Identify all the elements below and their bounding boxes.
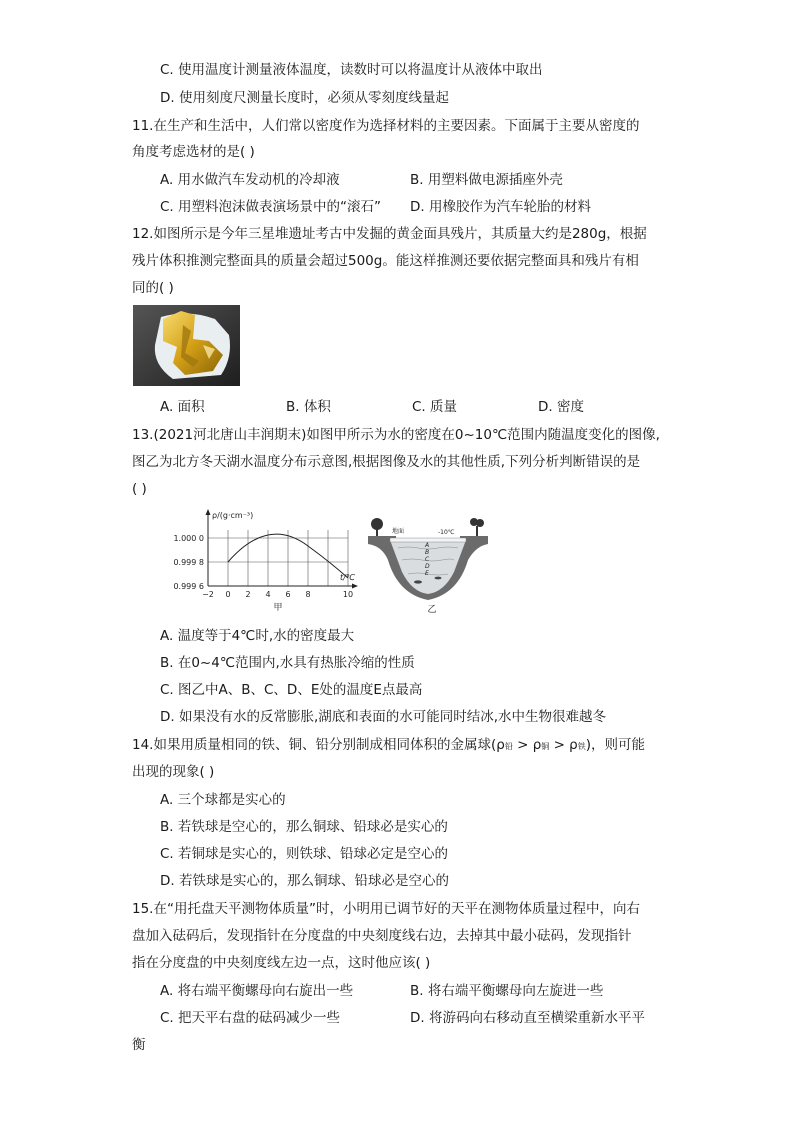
q13-option-b: B. 在0~4℃范围内,水具有热胀冷缩的性质 [160, 655, 415, 671]
point-c: C [425, 556, 430, 563]
point-d: D [425, 563, 430, 570]
density-temperature-graph [170, 506, 360, 616]
xtick-8: 8 [305, 590, 311, 599]
q15-option-c: C. 把天平右盘的砝码减少一些 [160, 1010, 341, 1026]
q12-stem-3: 同的( ) [132, 280, 174, 296]
q14-stem-2: 出现的现象( ) [132, 764, 215, 780]
q14-option-c: C. 若铜球是实心的，则铁球、铅球必定是空心的 [160, 846, 449, 862]
q14-stem-1: 14.如果用质量相同的铁、铜、铅分别制成相同体积的金属球(ρ铅 > ρ铜 > ρ铁)，则可能 [132, 737, 646, 753]
q12-option-d: D. 密度 [538, 399, 584, 415]
tree-right-icon [470, 518, 484, 536]
q14-option-d: D. 若铁球是实心的，那么铜球、铅球必是空心的 [160, 873, 449, 889]
q12-option-a: A. 面积 [160, 399, 205, 415]
q11-option-a: A. 用水做汽车发动机的冷却液 [160, 172, 340, 188]
xtick-10: 10 [342, 590, 354, 599]
xtick-4: 4 [265, 590, 271, 599]
diagram-caption: 乙 [427, 605, 437, 614]
q11-option-d: D. 用橡胶作为汽车轮胎的材料 [410, 199, 591, 215]
q13-stem-1: 13.(2021河北唐山丰润期末)如图甲所示为水的密度在0~10℃范围内随温度变化的图像, [132, 427, 660, 443]
q11-option-c: C. 用塑料泡沫做表演场景中的“滚石” [160, 199, 381, 215]
q14-option-a: A. 三个球都是实心的 [160, 792, 286, 808]
q15-option-b: B. 将右端平衡螺母向左旋进一些 [410, 983, 604, 999]
q14-option-b: B. 若铁球是空心的，那么铜球、铅球必是实心的 [160, 819, 448, 835]
q13-stem-2: 图乙为北方冬天湖水温度分布示意图,根据图像及水的其他性质,下列分析判断错误的是 [132, 454, 641, 470]
q10-option-d: D. 使用刻度尺测量长度时，必须从零刻度线量起 [160, 90, 449, 106]
q11-stem-1: 11.在生产和生活中，人们常以密度作为选择材料的主要因素。下面属于主要从密度的 [132, 118, 640, 134]
ytick-2: 0.999 8 [173, 558, 204, 567]
q15-option-d-2: 衡 [132, 1037, 146, 1053]
q15-option-d-1: D. 将游码向右移动直至横梁重新水平平 [410, 1010, 645, 1026]
xtick-6: 6 [285, 590, 291, 599]
graph-grid [208, 530, 348, 586]
tree-left-icon [371, 518, 383, 536]
q12-option-b: B. 体积 [286, 399, 331, 415]
xtick-m2: −2 [202, 590, 214, 599]
ytick-3: 0.999 6 [173, 582, 204, 591]
point-e: E [425, 570, 429, 577]
q15-stem-2: 盘加入砝码后，发现指针在分度盘的中央刻度线右边，去掉其中最小砝码，发现指针 [132, 928, 632, 944]
q12-option-c: C. 质量 [412, 399, 458, 415]
xtick-0: 0 [225, 590, 231, 599]
y-axis-arrow [206, 509, 211, 515]
xtick-2: 2 [245, 590, 251, 599]
q13-option-c: C. 图乙中A、B、C、D、E处的温度E点最高 [160, 682, 423, 698]
q15-option-a: A. 将右端平衡螺母向右旋出一些 [160, 983, 354, 999]
q15-stem-3: 指在分度盘的中央刻度线左边一点，这时他应该( ) [132, 955, 431, 971]
q13-option-a: A. 温度等于4℃时,水的密度最大 [160, 628, 355, 644]
q15-stem-1: 15.在“用托盘天平测物体质量”时，小明用已调节好的天平在测物体质量过程中，向右 [132, 901, 640, 917]
ytick-1: 1.000 0 [173, 534, 204, 543]
q12-stem-2: 残片体积推测完整面具的质量会超过500g。能这样推测还要依据完整面具和残片有相 [132, 253, 639, 269]
q11-stem-2: 角度考虑选材的是( ) [132, 144, 255, 160]
ground-label: 地面 [392, 528, 405, 535]
gold-mask-photo [133, 305, 240, 386]
air-temp-label: -10℃ [438, 529, 455, 536]
q12-stem-1: 12.如图所示是今年三星堆遗址考古中发掘的黄金面具残片，其质量大约是280g，根据 [132, 226, 647, 242]
point-b: B [425, 549, 430, 556]
x-axis-arrow [352, 584, 358, 589]
graph-ylabel: ρ/(g·cm⁻³) [212, 511, 254, 520]
q10-option-c: C. 使用温度计测量液体温度，读数时可以将温度计从液体中取出 [160, 62, 543, 78]
graph-xlabel: t/℃ [340, 573, 355, 582]
lake-temperature-diagram [368, 514, 488, 614]
graph-caption: 甲 [273, 603, 283, 613]
q11-option-b: B. 用塑料做电源插座外壳 [410, 172, 563, 188]
point-a: A [425, 542, 430, 549]
q13-stem-3: ( ) [132, 481, 147, 497]
q13-option-d: D. 如果没有水的反常膨胀,湖底和表面的水可能同时结冰,水中生物很难越冬 [160, 709, 607, 725]
